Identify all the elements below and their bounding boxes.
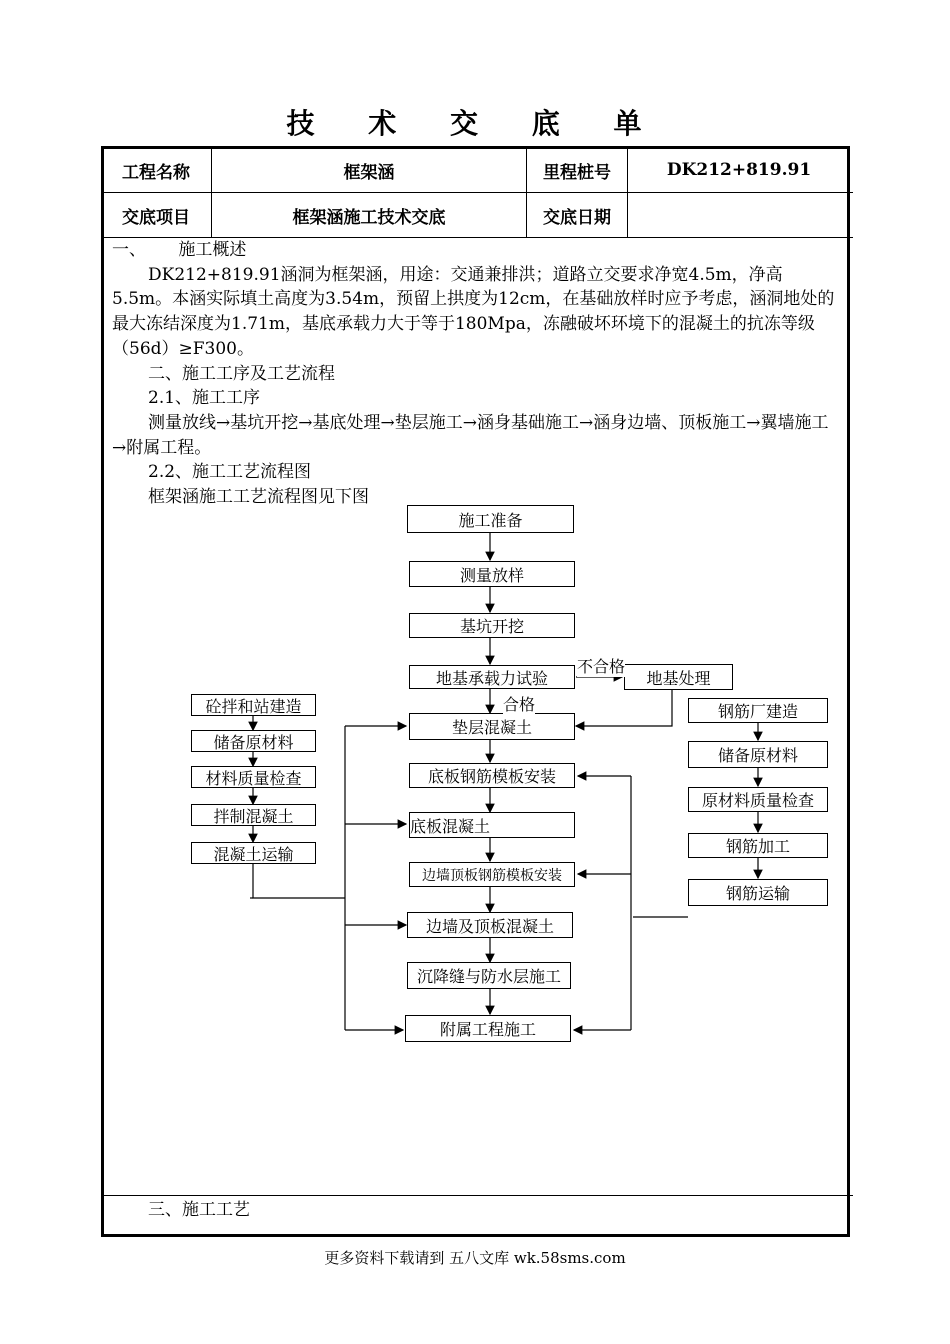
flow-step-foundation-treatment: 地基处理: [624, 664, 733, 690]
section-1-paragraph: DK212+819.91涵洞为框架涵，用途：交通兼排洪；道路立交要求净宽4.5m，净高5.5m。本涵实际填土高度为3.54m，预留上拱度为12cm，在基础放样时应予考虑，涵洞地处的最大冻结深度为1.71m，基底承载力大于等于180Mpa，冻融破坏环境下的混凝土的抗冻等级（56d）≥F300。: [112, 264, 835, 359]
section-1-title: 一、 施工概述: [112, 240, 247, 260]
document-title: 技 术 交 底 单: [286, 107, 664, 140]
pass-label: 合格: [503, 692, 535, 715]
date-label: 交底日期: [527, 193, 628, 237]
section-2-2-title: 2.2、施工工艺流程图: [148, 462, 312, 483]
flow-step-auxiliary: 附属工程施工: [405, 1015, 571, 1042]
section-3: [112, 1198, 842, 1223]
section-3-title: 三、施工工艺: [148, 1200, 250, 1220]
footer-text: 更多资料下载请到 五八文库 wk.58sms.com: [324, 1249, 626, 1267]
flow-step-bearing-test: 地基承载力试验: [409, 665, 575, 689]
section-2-1-title: 2.1、施工工序: [148, 388, 261, 409]
flow-step-wall-rebar: 边墙顶板钢筋模板安装: [409, 862, 575, 887]
flow-left-materials: 储备原材料: [191, 730, 316, 752]
flow-step-floor-concrete: 底板混凝土: [409, 812, 575, 838]
section-2-title: 二、施工工序及工艺流程: [148, 363, 335, 384]
flow-right-processing: 钢筋加工: [688, 833, 828, 858]
flow-step-waterproof: 沉降缝与防水层施工: [407, 962, 571, 989]
flow-step-cushion-concrete: 垫层混凝土: [409, 713, 575, 740]
flow-left-mixing-station: 砼拌和站建造: [191, 694, 316, 716]
section-2-2-caption: 框架涵施工工艺流程图见下图: [148, 487, 369, 508]
project-name-label: 工程名称: [101, 148, 212, 192]
mileage-value: DK212+819.91: [666, 160, 812, 180]
section-2-1-paragraph: 测量放线→基坑开挖→基底处理→垫层施工→涵身基础施工→涵身边墙、顶板施工→翼墙施工→附属工程。: [112, 412, 829, 458]
item-label: 交底项目: [101, 193, 212, 237]
flow-right-quality-check: 原材料质量检查: [688, 787, 828, 812]
flow-step-excavation: 基坑开挖: [409, 613, 575, 638]
flow-step-wall-concrete: 边墙及顶板混凝土: [407, 912, 573, 938]
flow-left-quality-check: 材料质量检查: [191, 766, 316, 788]
flow-right-rebar-factory: 钢筋厂建造: [688, 698, 828, 723]
flow-step-survey: 测量放样: [409, 561, 575, 587]
flow-step-prep: 施工准备: [407, 505, 574, 533]
flow-right-transport: 钢筋运输: [688, 879, 828, 906]
section-divider: [101, 1195, 853, 1196]
project-name-value: 框架涵: [212, 148, 527, 192]
mileage-label: 里程桩号: [527, 148, 628, 192]
fail-label: 不合格: [577, 654, 625, 677]
flow-left-transport: 混凝土运输: [191, 842, 316, 864]
item-value: 框架涵施工技术交底: [212, 193, 527, 237]
flow-left-mixing: 拌制混凝土: [191, 804, 316, 826]
flow-right-materials: 储备原材料: [688, 741, 828, 768]
flow-step-floor-rebar: 底板钢筋模板安装: [409, 763, 575, 788]
